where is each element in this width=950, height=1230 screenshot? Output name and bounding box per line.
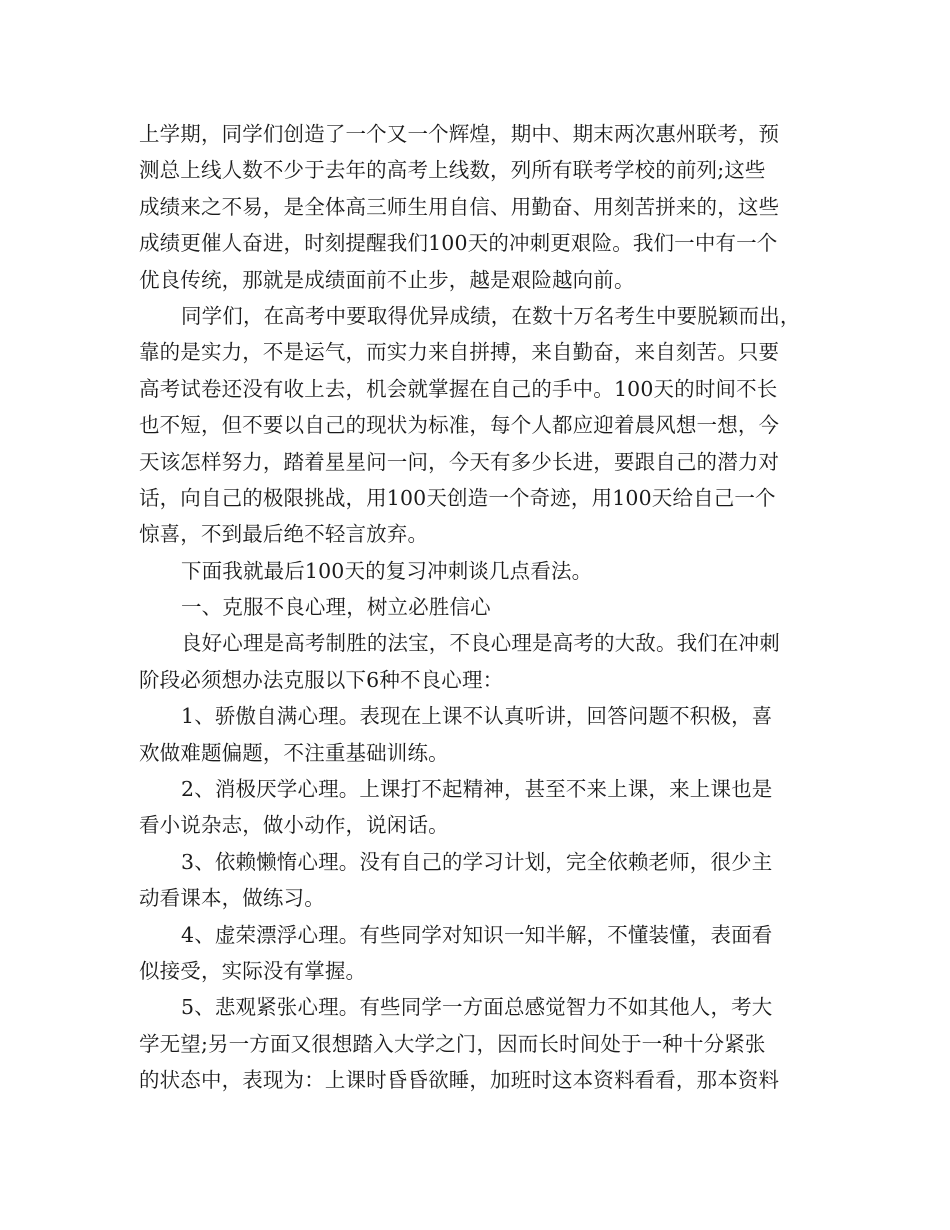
text-line: 下面我就最后100天的复习冲刺谈几点看法。 bbox=[181, 558, 593, 583]
text-line: 似接受，实际没有掌握。 bbox=[139, 958, 367, 983]
document-body bbox=[139, 116, 821, 1099]
text-line: 话，向自己的极限挑战，用100天创造一个奇迹，用100天给自己一个 bbox=[139, 485, 776, 510]
text-line: 测总上线人数不少于去年的高考上线数，列所有联考学校的前列;这些 bbox=[139, 158, 766, 183]
text-line: 成绩来之不易，是全体高三师生用自信、用勤奋、用刻苦拼来的，这些 bbox=[139, 194, 780, 219]
text-line: 2、消极厌学心理。上课打不起精神，甚至不来上课，来上课也是 bbox=[181, 777, 773, 802]
text-line: 也不短，但不要以自己的现状为标准，每个人都应迎着晨风想一想，今 bbox=[139, 413, 780, 438]
text-line: 高考试卷还没有收上去，机会就掌握在自己的手中。100天的时间不长 bbox=[139, 376, 778, 401]
text-line: 优良传统，那就是成绩面前不止步，越是艰险越向前。 bbox=[139, 267, 635, 292]
text-line: 同学们，在高考中要取得优异成绩，在数十万名考生中要脱颖而出， bbox=[181, 303, 801, 328]
text-line: 天该怎样努力，踏着星星问一问，今天有多少长进，要跟自己的潜力对 bbox=[139, 449, 780, 474]
text-line: 一、克服不良心理，树立必胜信心 bbox=[181, 595, 491, 620]
text-line: 良好心理是高考制胜的法宝，不良心理是高考的大敌。我们在冲刺 bbox=[181, 631, 780, 656]
text-line: 靠的是实力，不是运气，而实力来自拼搏，来自勤奋，来自刻苦。只要 bbox=[139, 340, 780, 365]
text-line: 4、虚荣漂浮心理。有些同学对知识一知半解，不懂装懂，表面看 bbox=[181, 922, 773, 947]
text-line: 成绩更催人奋进，时刻提醒我们100天的冲刺更艰险。我们一中有一个 bbox=[139, 231, 778, 256]
text-line: 5、悲观紧张心理。有些同学一方面总感觉智力不如其他人，考大 bbox=[181, 995, 773, 1020]
text-line: 1、骄傲自满心理。表现在上课不认真听讲，回答问题不积极，喜 bbox=[181, 704, 773, 729]
text-line: 欢做难题偏题，不注重基础训练。 bbox=[139, 740, 449, 765]
text-line: 学无望;另一方面又很想踏入大学之门，因而长时间处于一种十分紧张 bbox=[139, 1031, 766, 1056]
text-line: 阶段必须想办法克服以下6种不良心理： bbox=[139, 667, 504, 692]
text-line: 的状态中，表现为：上课时昏昏欲睡，加班时这本资料看看，那本资料 bbox=[139, 1068, 780, 1093]
text-line: 动看课本，做练习。 bbox=[139, 886, 325, 911]
text-line: 上学期，同学们创造了一个又一个辉煌，期中、期末两次惠州联考，预 bbox=[139, 122, 780, 146]
text-line: 看小说杂志，做小动作，说闲话。 bbox=[139, 813, 449, 838]
text-line: 惊喜，不到最后绝不轻言放弃。 bbox=[139, 522, 429, 547]
text-line: 3、依赖懒惰心理。没有自己的学习计划，完全依赖老师，很少主 bbox=[181, 849, 773, 874]
